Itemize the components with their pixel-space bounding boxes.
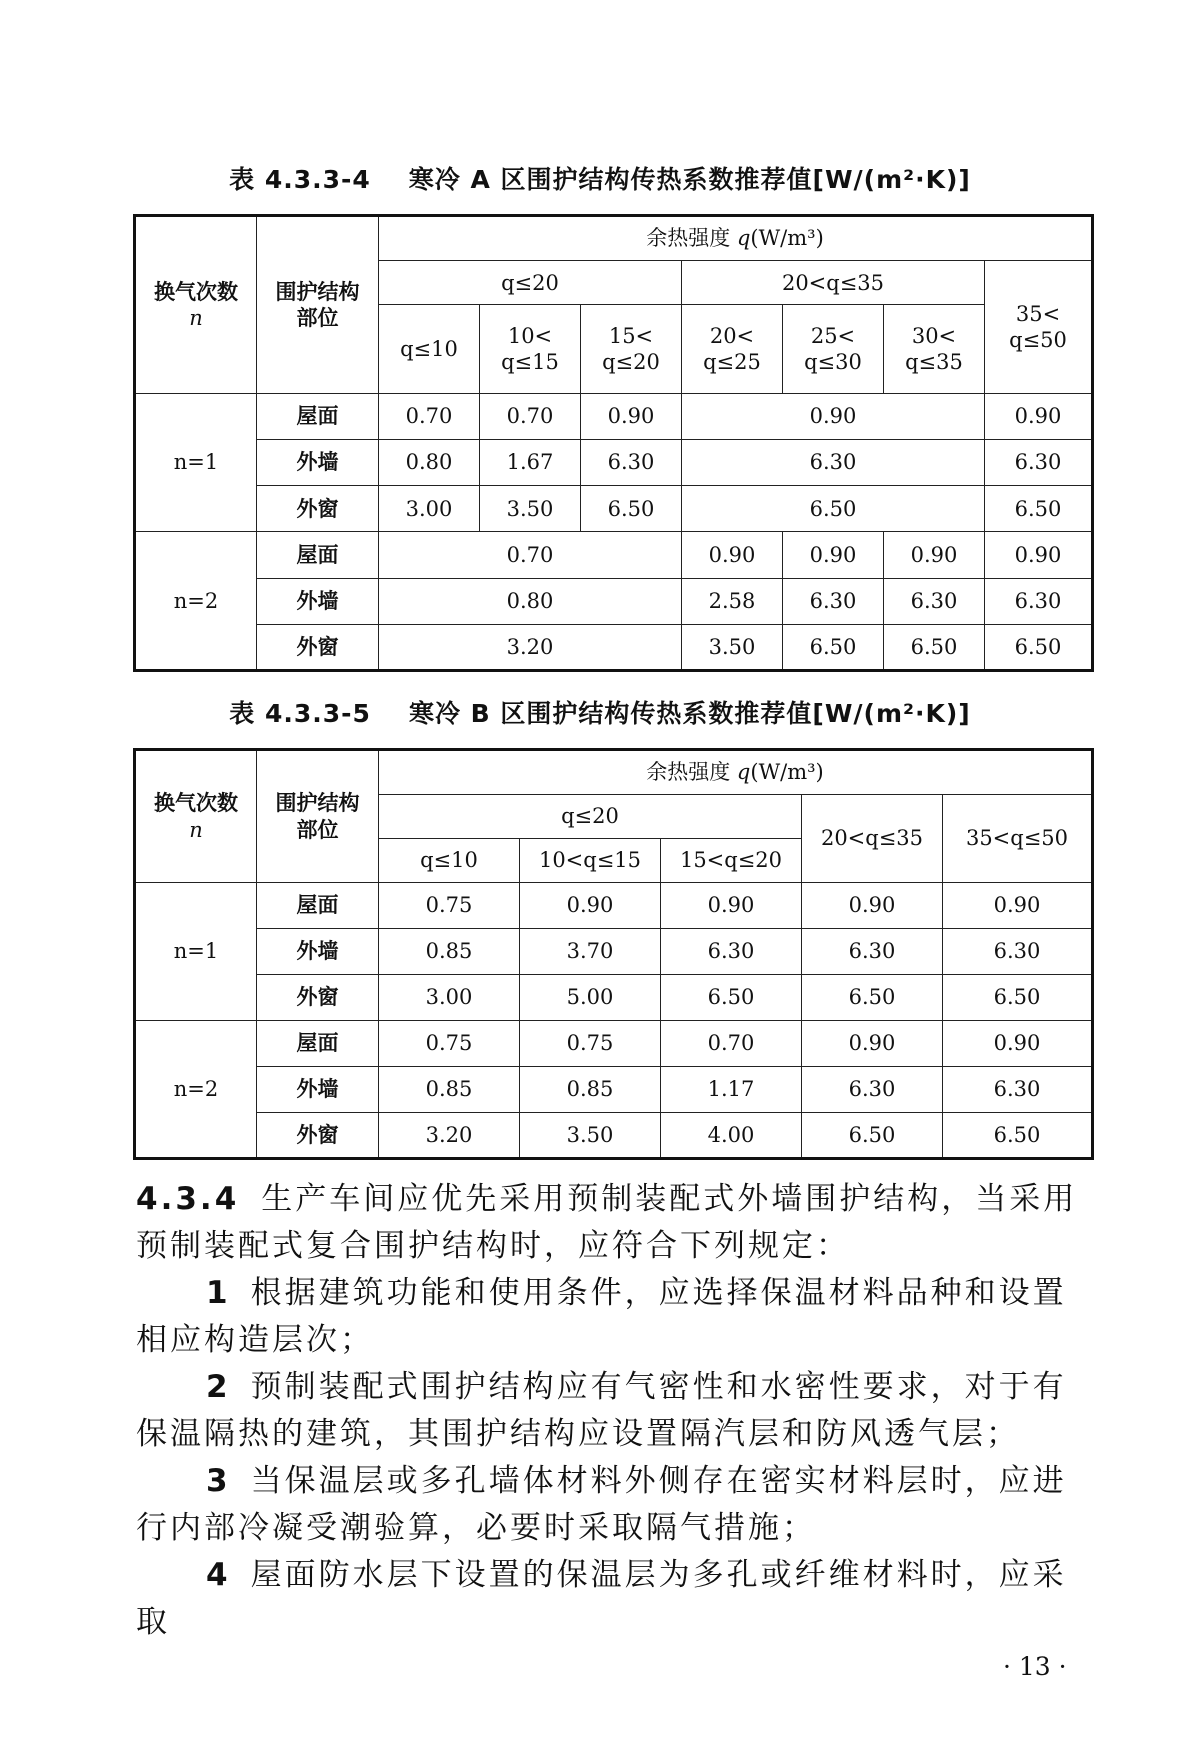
table1-sub-5-line2: q≤30 (804, 350, 862, 375)
table-cell: 5.00 (520, 975, 661, 1021)
table1-number: 表 4.3.3-4 (229, 165, 371, 194)
table1-sub-5-line1: 25< (810, 323, 856, 348)
table2-n1: n=1 (135, 883, 257, 1021)
table2-part-roof-2: 屋面 (257, 1021, 379, 1067)
table-cell: 3.20 (379, 1113, 520, 1159)
table-row (135, 1113, 1093, 1159)
table1-sub-5 (783, 305, 884, 393)
table-cell: 0.70 (661, 1021, 802, 1067)
clause-item-2-text: 预制装配式围护结构应有气密性和水密性要求，对于有保温隔热的建筑，其围护结构应设置隔汽层和防风透气层； (136, 1369, 1067, 1452)
table1-sub-1: q≤10 (379, 305, 480, 393)
table1-group-3 (985, 261, 1093, 394)
table-cell: 0.90 (682, 532, 783, 578)
clause-text: 生产车间应优先采用预制装配式外墙围护结构，当采用预制装配式复合围护结构时，应符合下列规定： (136, 1181, 1078, 1264)
table-cell: 6.30 (802, 929, 943, 975)
table1-sub-6-line2: q≤35 (905, 350, 963, 375)
table-cell: 0.80 (379, 439, 480, 485)
table-cell: 0.90 (682, 393, 985, 439)
clause-item-3-text: 当保温层或多孔墙体材料外侧存在密实材料层时，应进行内部冷凝受潮验算，必要时采取隔气措施； (136, 1463, 1067, 1546)
clause-item-4-number: 4 (206, 1557, 231, 1593)
table-row (135, 532, 1093, 578)
table2-number: 表 4.3.3-5 (229, 699, 371, 728)
table-cell: 6.50 (884, 624, 985, 670)
table1-sub-2 (480, 305, 581, 393)
table-cell: 0.70 (480, 393, 581, 439)
table-cell: 0.70 (379, 393, 480, 439)
table-cell: 6.30 (985, 439, 1093, 485)
table2-head-heat (379, 750, 1093, 795)
table2-head-air-symbol: n (189, 817, 203, 842)
table-cell: 3.50 (520, 1113, 661, 1159)
table-cell: 6.30 (943, 929, 1093, 975)
table-cell: 0.90 (943, 1021, 1093, 1067)
table2-sub-3: 15<q≤20 (661, 839, 802, 883)
table1-part-wall-2: 外墙 (257, 578, 379, 624)
table-cell: 6.50 (682, 486, 985, 532)
table-cell: 1.17 (661, 1067, 802, 1113)
table1-sub-3 (581, 305, 682, 393)
table2-head-heat-label: 余热强度 (646, 760, 731, 785)
table-row (135, 883, 1093, 929)
table-row (135, 578, 1093, 624)
table-cell: 3.20 (379, 624, 682, 670)
table1-n1: n=1 (135, 393, 257, 532)
table-cell: 6.30 (581, 439, 682, 485)
table-cell: 0.90 (581, 393, 682, 439)
table1-head-heat-label: 余热强度 (646, 226, 731, 251)
table2-sub-2: 10<q≤15 (520, 839, 661, 883)
table2-part-wall-2: 外墙 (257, 1067, 379, 1113)
table-cell: 4.00 (661, 1113, 802, 1159)
table2-head-part-label: 围护结构 (275, 790, 360, 816)
clause-number: 4.3.4 (136, 1181, 240, 1217)
table1-head-air-label: 换气次数 (154, 278, 238, 304)
table-cell: 6.30 (884, 578, 985, 624)
table-cell: 6.30 (661, 929, 802, 975)
table-cell: 6.50 (581, 486, 682, 532)
table-cell: 6.50 (802, 975, 943, 1021)
clause-item-1-number: 1 (206, 1275, 231, 1311)
table1-sub-4-line2: q≤25 (703, 350, 761, 375)
table-cell: 0.90 (985, 393, 1093, 439)
table1-group-3-line1: 35< (1015, 301, 1061, 326)
table-cell: 6.30 (682, 439, 985, 485)
table1-part-roof-2: 屋面 (257, 532, 379, 578)
table-cell: 3.50 (480, 486, 581, 532)
table-row (135, 1021, 1093, 1067)
table1-sub-4-line1: 20< (709, 323, 755, 348)
table-cell: 0.75 (520, 1021, 661, 1067)
table1-head-part-label2: 部位 (296, 304, 339, 330)
table2-part-roof: 屋面 (257, 883, 379, 929)
table-cell: 0.85 (520, 1067, 661, 1113)
table-cell: 0.90 (985, 532, 1093, 578)
table-row (135, 439, 1093, 485)
table-cell: 6.30 (802, 1067, 943, 1113)
table-cell: 0.85 (379, 1067, 520, 1113)
table2-head-heat-unit: (W/m³) (750, 760, 824, 785)
table-cell: 0.90 (802, 1021, 943, 1067)
table1-part-window-2: 外窗 (257, 624, 379, 670)
table-cell: 6.50 (783, 624, 884, 670)
table-cell: 3.50 (682, 624, 783, 670)
table1-head-part-label: 围护结构 (275, 278, 360, 304)
table-cell: 0.90 (884, 532, 985, 578)
table1-sub-3-line1: 15< (608, 323, 654, 348)
table2 (133, 748, 1094, 1160)
table2-head-air-changes (135, 750, 257, 883)
table-cell: 6.50 (985, 486, 1093, 532)
table1 (133, 214, 1094, 672)
clause-intro (136, 1176, 1090, 1270)
table1-sub-3-line2: q≤20 (602, 350, 660, 375)
table2-group-2: 20<q≤35 (802, 795, 943, 883)
table-cell: 6.50 (943, 1113, 1093, 1159)
clause-item-4-text: 屋面防水层下设置的保温层为多孔或纤维材料时，应采取 (136, 1557, 1067, 1640)
table-row (135, 624, 1093, 670)
table1-head-heat (379, 216, 1093, 261)
table1-part-wall: 外墙 (257, 439, 379, 485)
table-cell: 6.30 (943, 1067, 1093, 1113)
table-row (135, 929, 1093, 975)
clause-item-3 (136, 1458, 1090, 1552)
table-cell: 6.30 (783, 578, 884, 624)
table2-sub-1: q≤10 (379, 839, 520, 883)
table-cell: 6.50 (943, 975, 1093, 1021)
table1-head-part (257, 216, 379, 394)
table2-head-part (257, 750, 379, 883)
table-cell: 0.75 (379, 1021, 520, 1067)
table2-caption (0, 694, 1200, 730)
clause-item-2-number: 2 (206, 1369, 231, 1405)
table-cell: 0.90 (802, 883, 943, 929)
clause-item-4 (136, 1552, 1090, 1646)
table1-head-air-symbol: n (189, 305, 203, 330)
table1-head-air-changes (135, 216, 257, 394)
table-cell: 3.00 (379, 486, 480, 532)
table-cell: 0.85 (379, 929, 520, 975)
table-cell: 0.70 (379, 532, 682, 578)
table1-title: 寒冷 A 区围护结构传热系数推荐值[W/(m²·K)] (408, 165, 971, 194)
clause-4-3-4 (136, 1176, 1090, 1646)
clause-item-3-number: 3 (206, 1463, 231, 1499)
table2-head-heat-symbol: q (736, 760, 751, 785)
table-row (135, 1067, 1093, 1113)
table-cell: 6.50 (985, 624, 1093, 670)
table-row (135, 393, 1093, 439)
table-cell: 3.70 (520, 929, 661, 975)
table1-n2: n=2 (135, 532, 257, 671)
table2-group-1: q≤20 (379, 795, 802, 839)
table-cell: 6.50 (661, 975, 802, 1021)
table-cell: 0.90 (661, 883, 802, 929)
page-number: · 13 · (1003, 1652, 1067, 1681)
table-cell: 6.50 (802, 1113, 943, 1159)
table1-head-heat-unit: (W/m³) (750, 226, 824, 251)
table2-group-3: 35<q≤50 (943, 795, 1093, 883)
table-cell: 0.90 (783, 532, 884, 578)
table2-head-air-label: 换气次数 (154, 790, 238, 816)
table2-title: 寒冷 B 区围护结构传热系数推荐值[W/(m²·K)] (408, 699, 971, 728)
clause-item-1 (136, 1270, 1090, 1364)
table-cell: 2.58 (682, 578, 783, 624)
table-cell: 1.67 (480, 439, 581, 485)
table-cell: 0.90 (943, 883, 1093, 929)
table1-part-roof: 屋面 (257, 393, 379, 439)
table2-n2: n=2 (135, 1021, 257, 1159)
table-cell: 0.75 (379, 883, 520, 929)
table-cell: 0.80 (379, 578, 682, 624)
table2-part-wall: 外墙 (257, 929, 379, 975)
table1-sub-2-line1: 10< (507, 323, 553, 348)
clause-item-1-text: 根据建筑功能和使用条件，应选择保温材料品种和设置相应构造层次； (136, 1275, 1067, 1358)
table1-sub-4 (682, 305, 783, 393)
table1-sub-6-line1: 30< (911, 323, 957, 348)
table-cell: 0.90 (520, 883, 661, 929)
table2-part-window: 外窗 (257, 975, 379, 1021)
table-cell: 3.00 (379, 975, 520, 1021)
table2-head-part-label2: 部位 (296, 816, 339, 842)
table-row (135, 486, 1093, 532)
table1-group-1: q≤20 (379, 261, 682, 305)
table1-group-3-line2: q≤50 (1009, 327, 1067, 352)
table1-head-heat-symbol: q (736, 226, 751, 251)
table1-part-window: 外窗 (257, 486, 379, 532)
table1-group-2: 20<q≤35 (682, 261, 985, 305)
clause-item-2 (136, 1364, 1090, 1458)
table-row (135, 975, 1093, 1021)
table-cell: 6.30 (985, 578, 1093, 624)
table1-sub-6 (884, 305, 985, 393)
table1-sub-2-line2: q≤15 (501, 350, 559, 375)
table2-part-window-2: 外窗 (257, 1113, 379, 1159)
table1-caption (0, 160, 1200, 196)
